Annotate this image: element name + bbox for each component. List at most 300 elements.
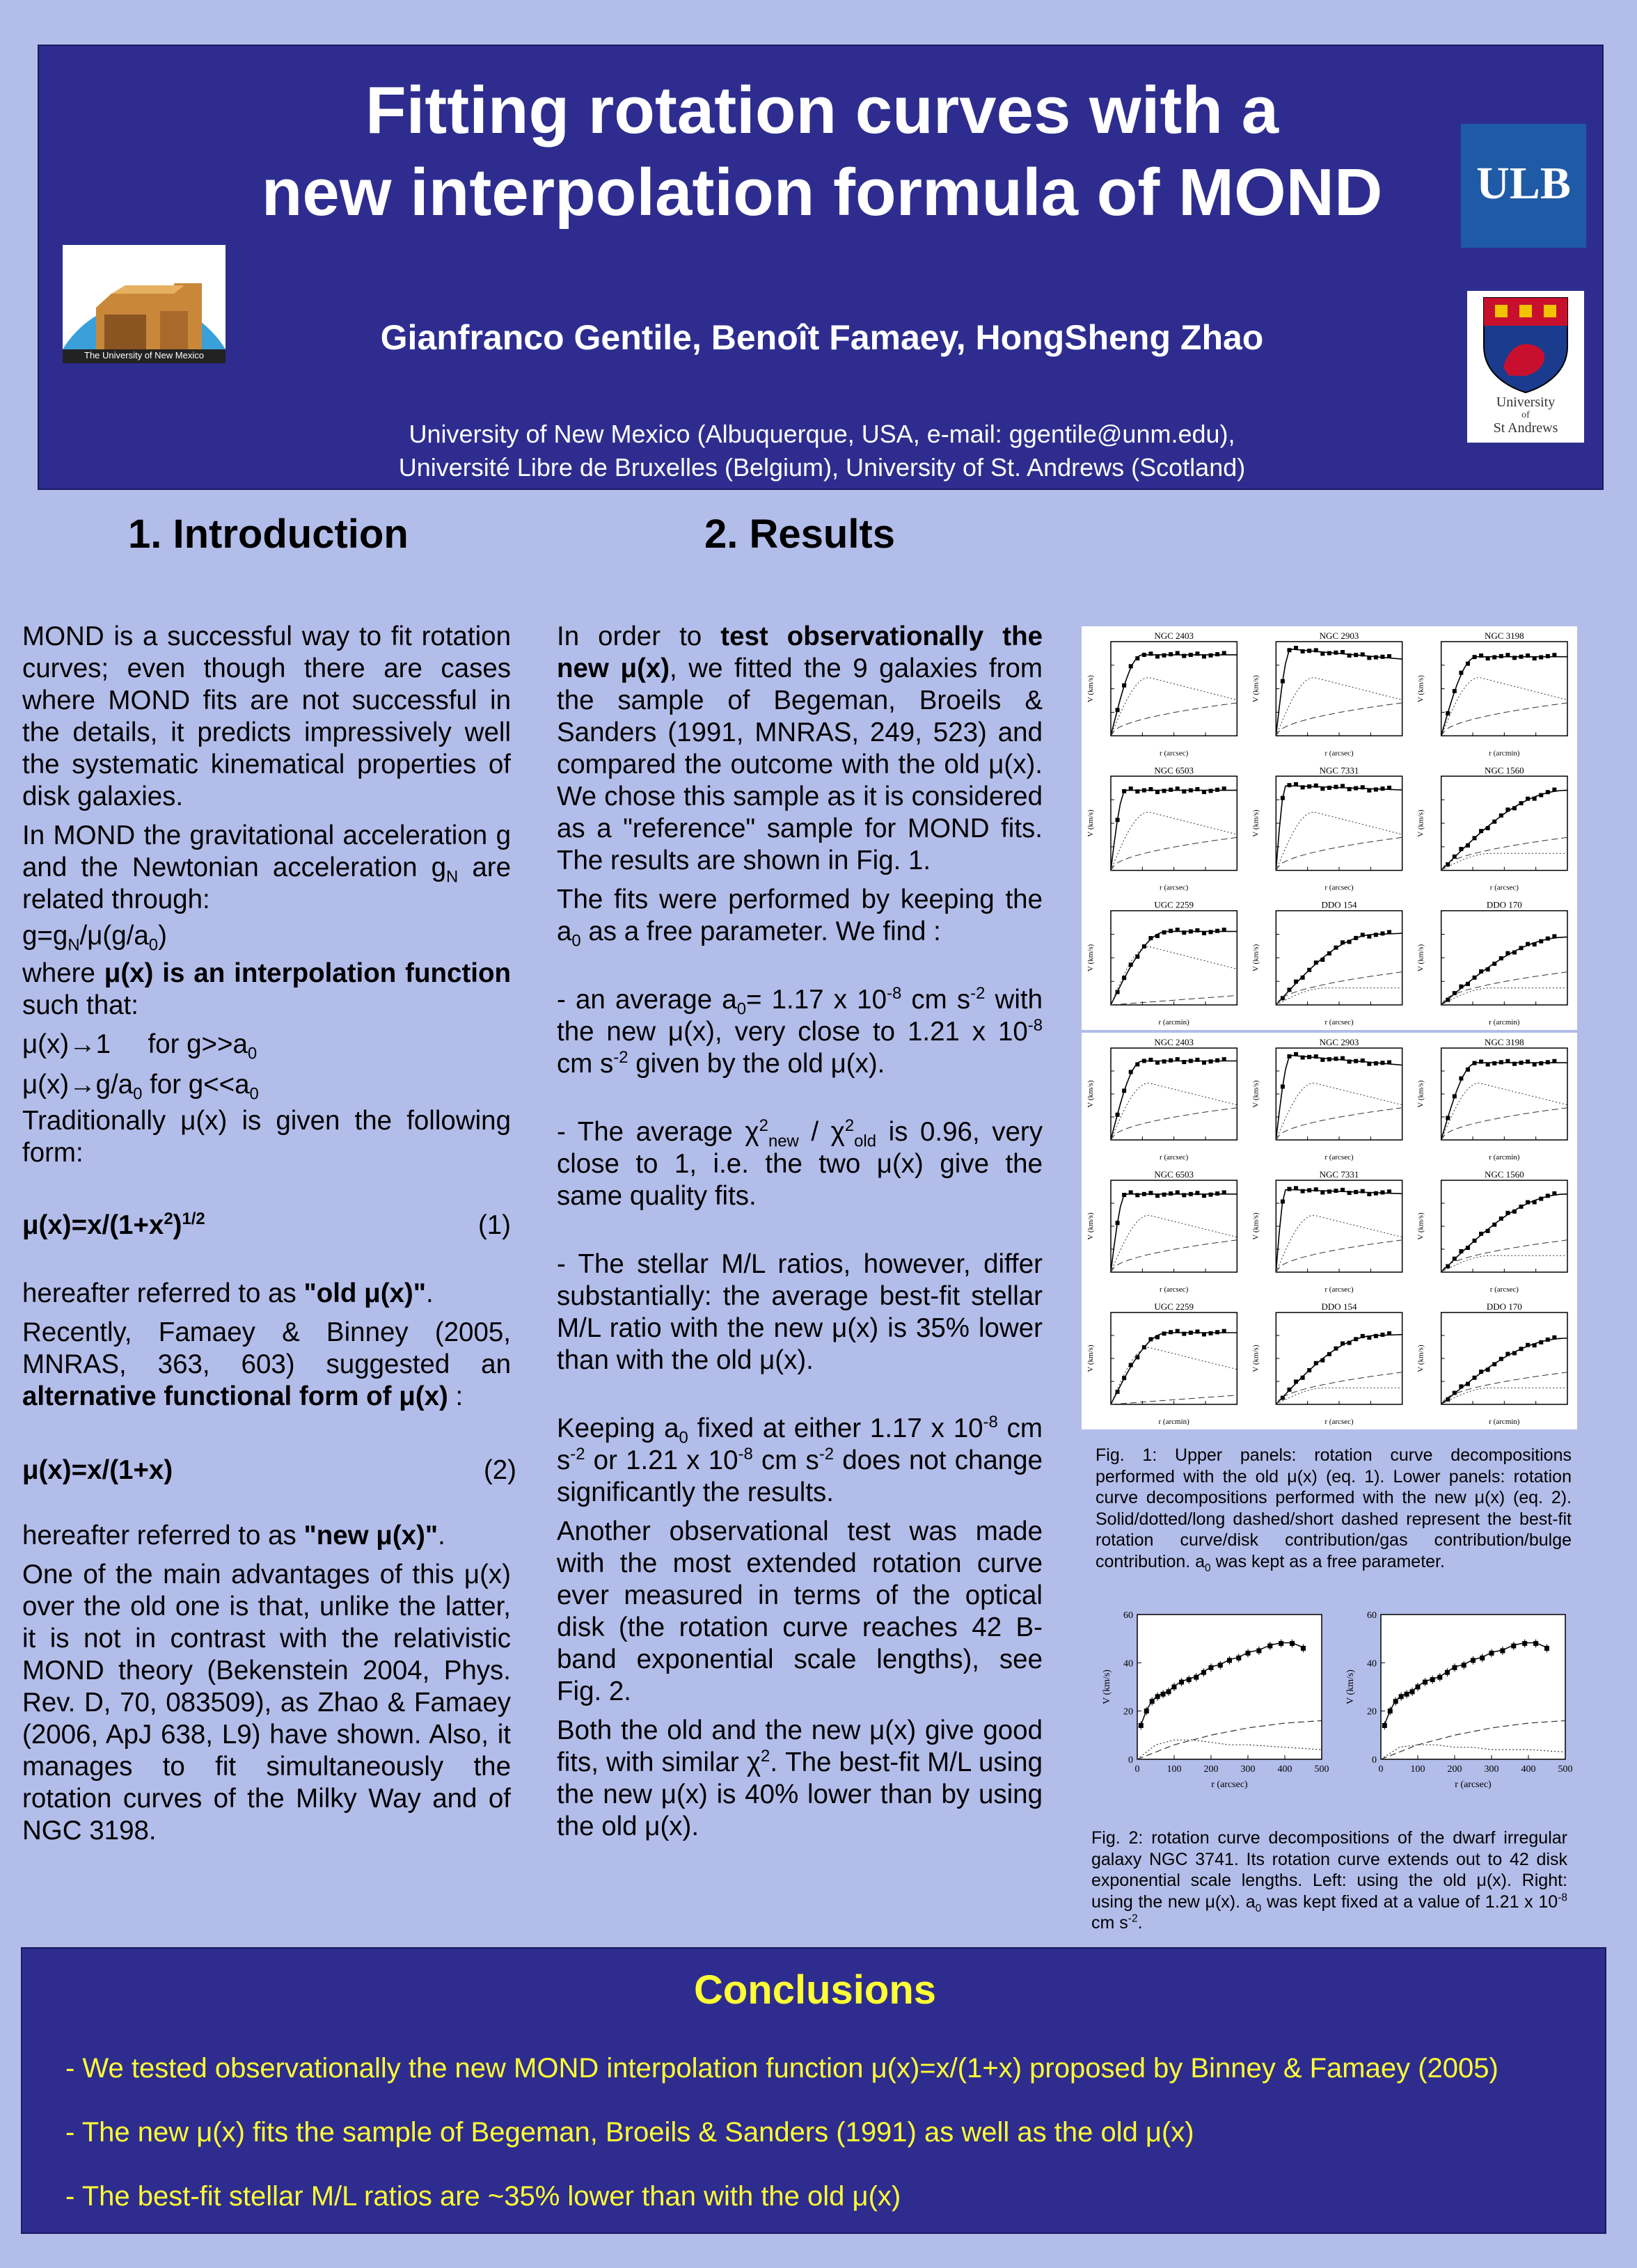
data-point: [1347, 1059, 1352, 1063]
data-point: [1281, 796, 1285, 800]
fig2-data-point: [1267, 1644, 1272, 1649]
fig2-data-point: [1511, 1644, 1516, 1649]
data-point: [1505, 1059, 1510, 1063]
data-point: [1301, 1056, 1305, 1060]
data-point: [1526, 653, 1530, 658]
fig2-x-tick-label: 300: [1240, 1764, 1256, 1775]
data-point: [1155, 934, 1160, 938]
fig2-plot-frame: [1137, 1615, 1322, 1759]
data-point: [1189, 1192, 1193, 1196]
conclusions-box: [21, 1947, 1606, 2234]
equation-g: $g=g_N/\mu(g/a_0)$: [22, 921, 167, 955]
fig2-data-point: [1462, 1663, 1466, 1667]
data-point: [1215, 788, 1219, 792]
data-point: [1347, 1191, 1352, 1195]
data-point: [1526, 1200, 1530, 1205]
data-point: [1492, 820, 1496, 824]
fit-curve: [1441, 1063, 1567, 1140]
data-point: [1162, 1193, 1167, 1197]
data-point: [1202, 1061, 1206, 1065]
data-point: [1116, 818, 1120, 822]
data-point: [1155, 654, 1160, 658]
data-point: [1215, 929, 1219, 933]
data-point: [1486, 1062, 1490, 1066]
result-bullet-ml: - The stellar M/L ratios, however, differ substantially: the average best-fit stellar M/L ratio with the new μ(x) is 35% lower than with the old μ(x).: [557, 1249, 1043, 1375]
st-andrews-crest-icon: [1467, 291, 1584, 395]
gas-curve: [1441, 1240, 1567, 1272]
figure-2-caption: Fig. 2: rotation curve decompositions of the dwarf irregular galaxy NGC 3741. Its rotation curve extends out to 42 disk exponential scale lengths. Left: using the old μ(x). Right: using the new μ(x). $a_0$ was kept fixed at a value of 1.21 x $10^{-8}$ cm $s^{-2}$.: [1091, 1828, 1567, 1933]
data-point: [1195, 1058, 1199, 1062]
panel-title: NGC 2903: [1319, 631, 1359, 641]
affiliation-line-1: University of New Mexico (Albuquerque, USA, e-mail: ggentile@unm.edu),: [409, 420, 1235, 448]
conclusion-item: - We tested observationally the new MOND interpolation function μ(x)=x/(1+x) proposed by Binney & Famaey (2005): [65, 2053, 1498, 2084]
data-point: [1519, 801, 1524, 805]
data-point: [1526, 942, 1530, 946]
data-point: [1347, 939, 1352, 944]
data-point: [1374, 787, 1378, 791]
fig2-data-point: [1167, 1689, 1171, 1694]
fig2-data-point: [1382, 1723, 1387, 1728]
fig2-data-point: [1423, 1680, 1428, 1685]
fit-curve: [1111, 791, 1237, 871]
results-paragraph-1: In order to test observationally the new μ(x), we fitted the 9 galaxies from the sample of Begeman, Broeils & Sanders (1991, MNRAS, 249, 523) and compared the outcome with the old μ(x). We chose this sample as it is considered as a "reference" sample for MOND fits. The results are shown in Fig. 1.: [557, 621, 1043, 875]
data-point: [1361, 1189, 1365, 1194]
data-point: [1122, 683, 1126, 688]
panel-x-label: r (arcmin): [1489, 749, 1520, 758]
gas-curve: [1276, 703, 1402, 736]
data-point: [1287, 783, 1291, 787]
fig2-x-tick-label: 500: [1558, 1764, 1573, 1775]
data-point: [1135, 1062, 1139, 1066]
gas-curve: [1441, 1108, 1567, 1140]
fig2-y-tick-label: 40: [1367, 1658, 1377, 1670]
fit-curve: [1441, 1338, 1567, 1404]
fig2-data-point: [1544, 1646, 1549, 1651]
fit-curve: [1111, 931, 1237, 1005]
data-point: [1466, 1382, 1470, 1386]
data-point: [1287, 988, 1291, 992]
data-point: [1294, 980, 1298, 984]
disk-curve: [1441, 1083, 1567, 1140]
st-andrews-logo: [1467, 291, 1584, 443]
panel-title: DDO 170: [1486, 899, 1522, 910]
data-point: [1162, 788, 1167, 793]
data-point: [1320, 958, 1324, 962]
figure-1-upper-panels: [1082, 626, 1577, 1030]
panel-title: NGC 2403: [1154, 1037, 1194, 1047]
data-point: [1129, 1190, 1133, 1194]
data-point: [1314, 1054, 1318, 1058]
data-point: [1135, 1355, 1139, 1359]
title-line-1: Fitting rotation curves with a: [365, 73, 1279, 148]
data-point: [1533, 656, 1537, 660]
data-point: [1546, 937, 1550, 941]
data-point: [1209, 653, 1213, 658]
panel-title: NGC 6503: [1154, 1169, 1194, 1180]
affiliations: [39, 418, 1605, 484]
data-point: [1486, 826, 1490, 830]
data-point: [1459, 671, 1463, 675]
data-point: [1195, 1329, 1199, 1333]
data-point: [1466, 1068, 1470, 1072]
panel-title: NGC 7331: [1319, 765, 1359, 776]
data-point: [1222, 1057, 1226, 1061]
data-point: [1334, 1189, 1338, 1193]
limit-low: $\mu(x)\to g/a_0$ for $g<<a_0$: [22, 1070, 259, 1104]
data-point: [1539, 1197, 1543, 1201]
data-point: [1526, 1060, 1530, 1064]
fig2-y-tick-label: 60: [1123, 1610, 1133, 1621]
data-point: [1116, 1390, 1120, 1394]
data-point: [1341, 1341, 1345, 1345]
fit-curve: [1441, 937, 1567, 1005]
data-point: [1546, 1338, 1550, 1342]
unm-logo: [63, 245, 226, 363]
limit-high: μ(x)→1 for $g>>a_0$: [22, 1029, 258, 1063]
fig2-data-point: [1150, 1699, 1155, 1704]
panel-y-label: V (km/s): [1416, 1345, 1425, 1372]
fig2-y-tick-label: 40: [1123, 1658, 1133, 1670]
fig2-data-point: [1430, 1677, 1435, 1682]
data-point: [1466, 843, 1470, 848]
panel-x-label: r (arcmin): [1158, 1018, 1189, 1026]
data-point: [1546, 790, 1550, 794]
data-point: [1519, 655, 1524, 659]
data-point: [1374, 656, 1378, 660]
data-point: [1512, 806, 1517, 810]
data-point: [1148, 1058, 1153, 1062]
data-point: [1374, 933, 1378, 937]
data-point: [1505, 951, 1510, 955]
data-point: [1155, 1335, 1160, 1339]
results-paragraph-4: Another observational test was made with the most extended rotation curve ever measured in terms of the optical disk (the rotation curve reaches 42 B-band exponential scale lengths), see Fig. 2.: [557, 1516, 1043, 1706]
fig2-data-point: [1522, 1641, 1527, 1646]
unm-building-icon: [63, 245, 226, 363]
fig2-data-point: [1209, 1665, 1214, 1670]
data-point: [1473, 1376, 1477, 1380]
data-point: [1307, 784, 1311, 788]
data-point: [1512, 1351, 1517, 1355]
data-point: [1189, 1331, 1193, 1335]
fig2-data-point: [1194, 1675, 1199, 1680]
fig2-data-point: [1410, 1689, 1415, 1694]
data-point: [1552, 934, 1556, 938]
ulb-logo: [1461, 124, 1586, 248]
affiliation-line-2: Université Libre de Bruxelles (Belgium), University of St. Andrews (Scotland): [398, 453, 1246, 482]
fig2-data-point: [1405, 1692, 1409, 1697]
data-point: [1129, 1070, 1133, 1074]
fig2-x-tick-label: 100: [1167, 1764, 1182, 1775]
fig2-data-point: [1172, 1685, 1177, 1690]
data-point: [1142, 1192, 1146, 1196]
panel-y-label: V (km/s): [1086, 809, 1095, 837]
results-paragraph-3: Keeping $a_0$ fixed at either 1.17 x $10^{-8}$ cm $s^{-2}$ or 1.21 x $10^{-8}$ cm $s^{-2}$ does not change significantly the results.: [557, 1413, 1043, 1507]
intro-paragraph-4: Recently, Famaey & Binney (2005, MNRAS, 363, 603) suggested an alternative functional form of μ(x) :: [22, 1317, 511, 1411]
panel-title: NGC 1560: [1484, 1169, 1524, 1180]
data-point: [1505, 653, 1510, 657]
fig2-data-point: [1480, 1656, 1485, 1660]
data-point: [1354, 936, 1358, 940]
panel-x-label: r (arcsec): [1324, 883, 1354, 892]
data-point: [1499, 1216, 1503, 1221]
figure-2-plots: [1096, 1601, 1583, 1802]
data-point: [1505, 807, 1510, 811]
fig2-y-tick-label: 20: [1123, 1706, 1133, 1718]
data-point: [1294, 1186, 1298, 1190]
panel-x-label: r (arcsec): [1160, 749, 1189, 758]
data-point: [1148, 787, 1153, 791]
data-point: [1148, 936, 1153, 940]
fig2-y-tick-label: 0: [1128, 1755, 1133, 1766]
data-point: [1486, 1367, 1490, 1372]
data-point: [1189, 653, 1193, 657]
data-point: [1294, 782, 1298, 786]
data-point: [1479, 1232, 1483, 1236]
data-point: [1512, 1210, 1517, 1214]
data-point: [1341, 1188, 1345, 1192]
data-point: [1294, 1052, 1298, 1056]
fig2-data-point: [1227, 1658, 1232, 1663]
data-point: [1182, 1060, 1186, 1064]
data-point: [1446, 711, 1450, 715]
data-point: [1539, 1340, 1543, 1345]
fig2-x-tick-label: 300: [1484, 1764, 1499, 1775]
panel-x-label: r (arcsec): [1160, 1285, 1189, 1294]
data-point: [1135, 1193, 1139, 1197]
data-point: [1327, 1352, 1331, 1356]
data-point: [1367, 1192, 1371, 1196]
data-point: [1459, 1249, 1463, 1253]
figure-1-lower-panels: [1082, 1033, 1577, 1429]
data-point: [1374, 1191, 1378, 1196]
data-point: [1387, 786, 1391, 790]
intro-column: [22, 621, 516, 1847]
data-point: [1301, 785, 1305, 789]
data-point: [1135, 955, 1139, 959]
data-point: [1466, 662, 1470, 666]
data-point: [1387, 1189, 1391, 1194]
panel-frame: [1111, 1313, 1237, 1404]
panel-y-label: V (km/s): [1086, 944, 1095, 972]
equation-2-number: (2): [483, 1455, 516, 1485]
data-point: [1453, 855, 1457, 859]
st-andrews-text: [1467, 395, 1584, 436]
panel-x-label: r (arcsec): [1489, 1285, 1519, 1294]
data-point: [1533, 1343, 1537, 1347]
data-point: [1327, 1189, 1331, 1194]
fit-curve: [1276, 1335, 1402, 1404]
gas-curve: [1276, 972, 1402, 1005]
data-point: [1281, 1084, 1285, 1088]
data-point: [1148, 651, 1153, 656]
data-point: [1320, 1058, 1324, 1062]
data-point: [1202, 790, 1206, 794]
fit-curve: [1111, 1194, 1237, 1272]
panel-frame: [1276, 911, 1402, 1005]
data-point: [1129, 664, 1133, 668]
panel-y-label: V (km/s): [1251, 675, 1260, 703]
fig2-data-point: [1393, 1699, 1398, 1704]
data-point: [1307, 1188, 1311, 1192]
gas-curve: [1441, 703, 1567, 736]
data-point: [1314, 648, 1318, 652]
data-point: [1162, 1331, 1167, 1335]
fig2-x-tick-label: 100: [1410, 1764, 1425, 1775]
panel-title: NGC 6503: [1154, 765, 1194, 776]
data-point: [1155, 1061, 1160, 1065]
data-point: [1367, 656, 1371, 660]
data-point: [1189, 1058, 1193, 1063]
data-point: [1281, 679, 1285, 683]
data-point: [1387, 1331, 1391, 1335]
data-point: [1281, 1200, 1285, 1204]
equation-1-number: (1): [477, 1210, 511, 1240]
fig2-data-point: [1155, 1694, 1160, 1699]
panel-title: NGC 7331: [1319, 1169, 1359, 1180]
disk-curve: [1276, 812, 1402, 871]
data-point: [1473, 655, 1477, 659]
fit-curve: [1441, 1194, 1567, 1272]
data-point: [1320, 651, 1324, 656]
data-point: [1341, 784, 1345, 788]
panel-y-label: V (km/s): [1086, 1080, 1095, 1108]
fig2-data-point: [1187, 1677, 1192, 1682]
data-point: [1453, 991, 1457, 995]
data-point: [1361, 933, 1365, 937]
data-point: [1479, 1370, 1483, 1374]
data-point: [1453, 689, 1457, 693]
panel-title: NGC 3198: [1484, 1037, 1524, 1047]
title-line-2: new interpolation formula of MOND: [261, 155, 1383, 230]
disk-curve: [1111, 1347, 1237, 1404]
data-point: [1129, 962, 1133, 967]
panel-y-label: V (km/s): [1416, 944, 1425, 972]
data-point: [1307, 1055, 1311, 1059]
disk-curve: [1111, 1215, 1237, 1272]
data-point: [1122, 1193, 1126, 1197]
data-point: [1162, 930, 1167, 935]
panel-title: NGC 1560: [1484, 765, 1524, 776]
panel-frame: [1441, 1313, 1567, 1404]
fig2-x-tick-label: 200: [1203, 1764, 1219, 1775]
data-point: [1327, 1057, 1331, 1061]
data-point: [1314, 960, 1318, 965]
gas-curve: [1111, 1240, 1237, 1272]
data-point: [1169, 1191, 1173, 1196]
data-point: [1182, 1193, 1186, 1197]
conclusion-item: - The new μ(x) fits the sample of Begeman, Broeils & Sanders (1991) as well as the old μ(x): [65, 2117, 1194, 2148]
fig2-y-label: V (km/s): [1345, 1670, 1356, 1704]
data-point: [1116, 708, 1120, 712]
data-point: [1387, 654, 1391, 658]
interpolation-definition: where μ(x) is an interpolation function such that:: [22, 958, 511, 1020]
gas-curve: [1111, 837, 1237, 870]
data-point: [1307, 1368, 1311, 1372]
disk-curve: [1111, 677, 1237, 736]
data-point: [1552, 788, 1556, 792]
data-point: [1122, 789, 1126, 793]
data-point: [1486, 967, 1490, 972]
fig2-data-point: [1500, 1649, 1505, 1654]
panel-title: UGC 2259: [1154, 1301, 1194, 1312]
panel-title: NGC 3198: [1484, 631, 1524, 641]
data-point: [1155, 790, 1160, 794]
equation-1: $\mu(x)=x/(1+x^2)^{1/2}$ (1): [22, 1210, 511, 1240]
st-andrews-line-2: of: [1521, 410, 1530, 420]
data-point: [1512, 1062, 1517, 1066]
data-point: [1347, 653, 1352, 658]
panel-y-label: V (km/s): [1416, 675, 1425, 703]
figure-1-upper: [1082, 626, 1577, 1030]
fig2-data-point: [1161, 1692, 1166, 1697]
data-point: [1479, 1060, 1483, 1064]
data-point: [1122, 1088, 1126, 1093]
data-point: [1334, 785, 1338, 789]
fig2-y-tick-label: 0: [1372, 1755, 1377, 1766]
data-point: [1552, 1335, 1556, 1340]
fig2-data-point: [1489, 1651, 1494, 1656]
st-andrews-line-3: St Andrews: [1493, 420, 1558, 436]
intro-heading: 1. Introduction: [128, 512, 409, 557]
data-point: [1334, 651, 1338, 655]
data-point: [1169, 929, 1173, 933]
fig2-data-point: [1388, 1708, 1393, 1713]
data-point: [1176, 786, 1180, 791]
panel-x-label: r (arcmin): [1489, 1418, 1520, 1426]
data-point: [1314, 1361, 1318, 1365]
data-point: [1334, 1347, 1338, 1351]
fig2-data-point: [1416, 1685, 1421, 1690]
data-point: [1380, 1190, 1384, 1194]
figure-1-caption: Fig. 1: Upper panels: rotation curve decompositions performed with the old μ(x) (eq. 1). Lower panels: rotation curve decompositions performed with the new μ(x) (eq. 2). Solid/dotted/long dashed/short dashed represent the best-fit rotation curve/disk contribution/gas contribution/bulge contribution. $a_0$ was kept as a free parameter.: [1096, 1445, 1572, 1574]
data-point: [1341, 1056, 1345, 1061]
data-point: [1169, 1058, 1173, 1063]
data-point: [1499, 1060, 1503, 1064]
data-point: [1479, 829, 1483, 833]
panel-title: DDO 170: [1486, 1301, 1522, 1312]
data-point: [1492, 655, 1496, 659]
data-point: [1499, 654, 1503, 658]
data-point: [1533, 1200, 1537, 1204]
data-point: [1209, 1059, 1213, 1063]
gas-curve: [1441, 837, 1567, 870]
data-point: [1380, 1061, 1384, 1065]
fig2-data-point: [1437, 1675, 1442, 1680]
conclusions-heading: Conclusions: [693, 1967, 937, 2013]
fig2-x-label: r (arcsec): [1211, 1779, 1248, 1790]
data-point: [1142, 1058, 1146, 1063]
fit-curve: [1441, 791, 1567, 871]
data-point: [1533, 1062, 1537, 1066]
fig2-data-point: [1218, 1663, 1223, 1667]
data-point: [1387, 930, 1391, 934]
data-point: [1215, 652, 1219, 656]
panel-title: NGC 2903: [1319, 1037, 1359, 1047]
data-point: [1341, 650, 1345, 654]
data-point: [1148, 1191, 1153, 1195]
fig2-plot-frame: [1381, 1615, 1565, 1759]
gas-curve: [1276, 1240, 1402, 1272]
fig2-x-tick-label: 400: [1521, 1764, 1536, 1775]
results-column: [557, 621, 1043, 1843]
data-point: [1222, 786, 1226, 791]
fig2-data-point: [1201, 1670, 1206, 1675]
data-point: [1287, 648, 1291, 652]
data-point: [1361, 1334, 1365, 1338]
data-point: [1374, 1334, 1378, 1338]
panel-x-label: r (arcmin): [1489, 1153, 1520, 1161]
data-point: [1466, 1246, 1470, 1250]
